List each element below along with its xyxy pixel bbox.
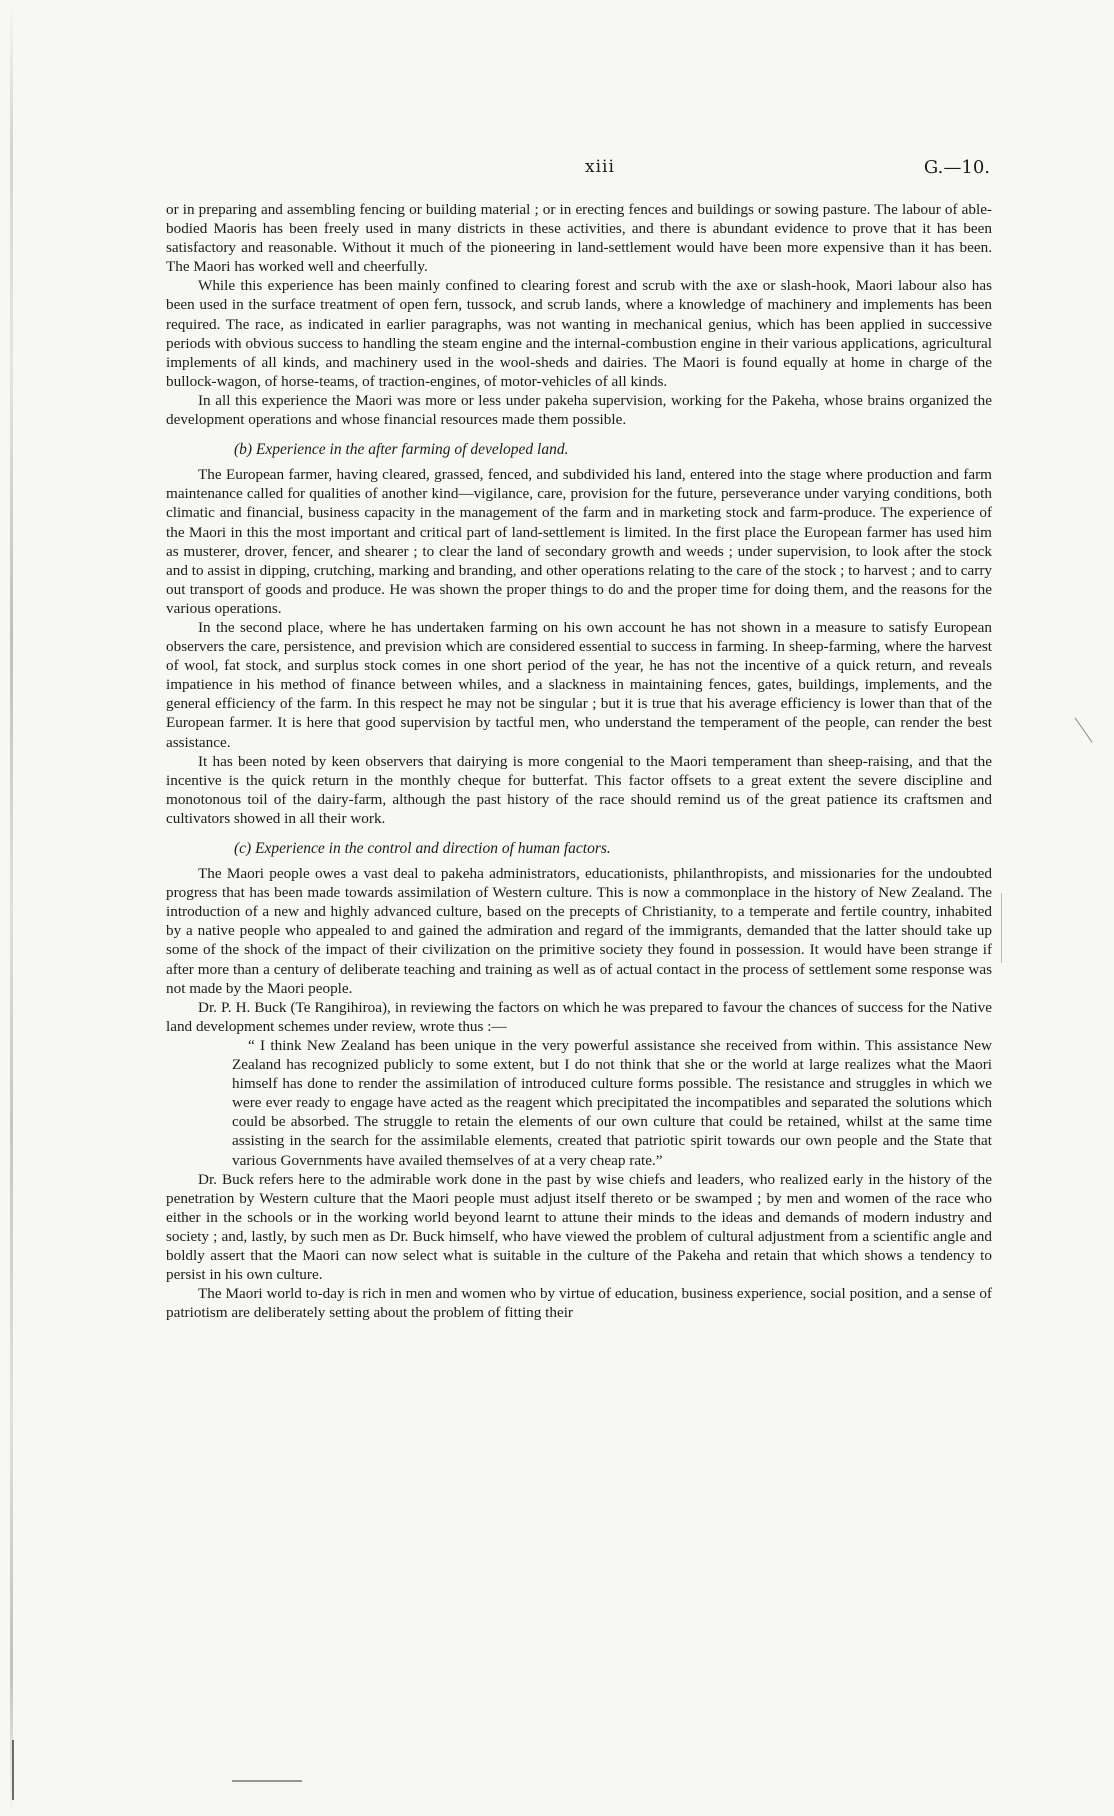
- paragraph: In the second place, where he has undertaken farming on his own account he has not shown in a measure to satisfy European observers the care, persistence, and prevision which are considered essential to success in farming. In sheep-farming, where the harvest of wool, fat stock, and surplus stock comes in one short period of the year, he has not the incentive of a quick return, and reveals impatience in his method of finance between whiles, and a slackness in maintaining fences, gates, buildings, implements, and the general efficiency of the farm. In this respect he may not be singular ; but it is true that his average efficiency is lower than that of the European farmer. It is here that good supervision by tactful men, who understand the temperament of the people, can render the best assistance.: [166, 618, 992, 751]
- scan-mark: [232, 1780, 302, 1782]
- document-reference: G.—10.: [923, 157, 990, 178]
- section-heading-c: (c) Experience in the control and direction of human factors.: [234, 840, 611, 857]
- quote-text: “ I think New Zealand has been unique in the very powerful assistance she received from within. This assistance New Zealand has recognized publicly to some extent, but I do not think that she or the world at large realizes what the Maori himself has done to render the assimilation of introduced culture forms possible. The resistance and struggles in which we were ever ready to engage have acted as the reagent which precipitated the incompatibles and separated the solutions which could be absorbed. The struggle to retain the elements of our own culture that could be retained, whilst at the same time assisting in the search for the assimilable elements, created that patriotic spirit towards our own people and the State that various Governments have availed themselves of at a very cheap rate.”: [232, 1036, 992, 1169]
- body-text: [166, 200, 992, 1322]
- scan-edge-shadow: [10, 0, 13, 1816]
- scan-mark: [12, 1740, 14, 1800]
- page-header: [160, 157, 990, 181]
- paragraph: The Maori world to-day is rich in men and women who by virtue of education, business experience, social position, and a sense of patriotism are deliberately setting about the problem of fitting their: [166, 1285, 992, 1322]
- paragraph: Dr. P. H. Buck (Te Rangihiroa), in reviewing the factors on which he was prepared to favour the chances of success for the Native land development schemes under review, wrote thus :—: [166, 998, 992, 1035]
- section-heading-b: (b) Experience in the after farming of developed land.: [234, 441, 569, 459]
- paragraph: In all this experience the Maori was more or less under pakeha supervision, working for the Pakeha, whose brains organized the development operations and whose financial resources made them possible.: [166, 391, 992, 429]
- scan-mark: [1074, 717, 1092, 742]
- block-quote: [232, 1036, 992, 1170]
- scan-mark: [1001, 893, 1002, 963]
- paragraph-continued: or in preparing and assembling fencing or building material ; or in erecting fences and buildings or sowing pasture. The labour of able-bodied Maoris has been freely used in many districts in these activities, and there is abundant evidence to prove that it has been satisfactory and reasonable. Without it much of the pioneering in land-settlement would have been more expensive than it has been. The Maori has worked well and cheerfully.: [166, 201, 992, 276]
- paragraph: While this experience has been mainly confined to clearing forest and scrub with the axe or slash-hook, Maori labour also has been used in the surface treatment of open fern, tussock, and scrub lands, where a knowledge of machinery and implements has been required. The race, as indicated in earlier paragraphs, was not wanting in mechanical genius, which has been applied in successive periods with obvious success to handling the steam engine and the internal-combustion engine in their various applications, agricultural implements of all kinds, and machinery used in the wool-sheds and dairies. The Maori is found equally at home in charge of the bullock-wagon, of horse-teams, of traction-engines, of motor-vehicles of all kinds.: [166, 277, 992, 390]
- page-number: xiii: [585, 157, 615, 177]
- paragraph: It has been noted by keen observers that dairying is more congenial to the Maori temperament than sheep-raising, and that the incentive is the quick return in the monthly cheque for butterfat. This factor offsets to a great extent the severe discipline and monotonous toil of the dairy-farm, although the past history of the race should remind us of the great patience its craftsmen and cultivators showed in all their work.: [166, 752, 992, 827]
- paragraph: Dr. Buck refers here to the admirable work done in the past by wise chiefs and leaders, who realized early in the history of the penetration by Western culture that the Maori people must adjust itself thereto or be swamped ; by men and women of the race who either in the schools or in the working world beyond learnt to attune their minds to the ideas and demands of modern industry and society ; and, lastly, by such men as Dr. Buck himself, who have viewed the problem of cultural adjustment from a scientific angle and boldly assert that the Maori can now select what is suitable in the culture of the Pakeha and retain that which shows a tendency to persist in his own culture.: [166, 1170, 992, 1284]
- paragraph: The European farmer, having cleared, grassed, fenced, and subdivided his land, entered into the stage where production and farm maintenance called for qualities of another kind—vigilance, care, provision for the future, perseverance under varying conditions, both climatic and financial, business capacity in the management of the farm and in marketing stock and farm-produce. The experience of the Maori in this the most important and critical part of land-settlement is limited. In the first place the European farmer has used him as musterer, drover, fencer, and shearer ; to clear the land of secondary growth and weeds ; under supervision, to look after the stock and to assist in dipping, crutching, marking and branding, and other operations relating to the care of the stock ; to harvest ; and to carry out transport of goods and produce. He was shown the proper things to do and the proper time for doing them, and the reasons for the various operations.: [166, 466, 992, 617]
- paragraph: The Maori people owes a vast deal to pakeha administrators, educationists, philanthropists, and missionaries for the undoubted progress that has been made towards assimilation of Western culture. This is now a commonplace in the history of New Zealand. The introduction of a new and highly advanced culture, based on the precepts of Christianity, to a temperate and fertile country, inhabited by a native people who appealed to and gained the admiration and regard of the immigrants, demanded that the latter should take up some of the shock of the impact of their civilization on the primitive society they found in possession. It would have been strange if after more than a century of deliberate teaching and training as well as of actual contact in the process of settlement some response was not made by the Maori people.: [166, 865, 992, 997]
